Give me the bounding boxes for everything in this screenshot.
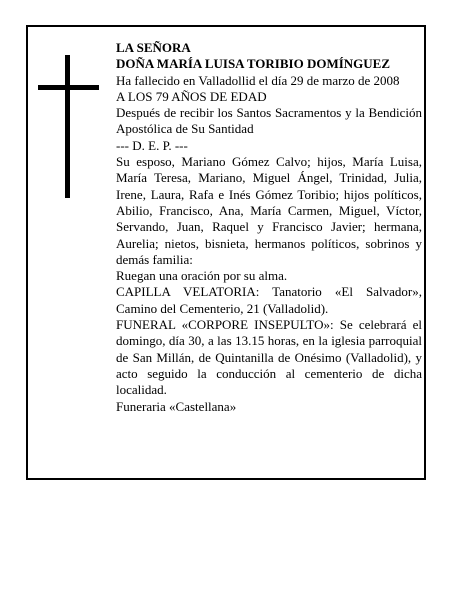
death-line: Ha fallecido en Valladollid el día 29 de marzo de 2008 — [116, 72, 400, 88]
funeral-text: FUNERAL «CORPORE INSEPULTO»: Se celebrará el domingo, día 30, a las 13.15 horas, en la iglesia parroquial de San Millán, de Quintanilla de Onésimo (Valladolid), y acto seguido la conducción al cementerio de dicha localidad. — [116, 317, 422, 398]
cross-icon — [38, 55, 99, 198]
funeral-home: Funeraria «Castellana» — [116, 398, 237, 414]
obituary-text — [116, 40, 422, 415]
obituary-title: LA SEÑORA — [116, 40, 191, 55]
obituary-frame — [26, 25, 426, 480]
cross-vertical-bar — [65, 55, 70, 198]
rip-line: --- D. E. P. --- — [116, 137, 188, 153]
chapel-text: CAPILLA VELATORIA: Tanatorio «El Salvador», Camino del Cementerio, 21 (Valladolid). — [116, 284, 422, 316]
prayer-line: Ruegan una oración por su alma. — [116, 268, 288, 284]
sacraments-text: Después de recibir los Santos Sacramentos y la Bendición Apostólica de Su Santidad — [116, 105, 422, 137]
deceased-name: DOÑA MARÍA LUISA TORIBIO DOMÍNGUEZ — [116, 56, 391, 72]
family-text: Su esposo, Mariano Gómez Calvo; hijos, María Luisa, María Teresa, Mariano, Miguel Ángel, Trinidad, Julia, Irene, Laura, Rafa e Inés Gómez Toribio; hijos políticos, Abilio, Francisco, Ana, María Carmen, Miguel, Víctor, Servando, Juan, Raquel y Francisco Javier; hermana, Aurelia; nietos, bisnieta, hermanos políticos, sobrinos y demás familia: — [116, 154, 422, 267]
age-line: A LOS 79 AÑOS DE EDAD — [116, 88, 267, 104]
cross-horizontal-bar — [38, 85, 99, 90]
